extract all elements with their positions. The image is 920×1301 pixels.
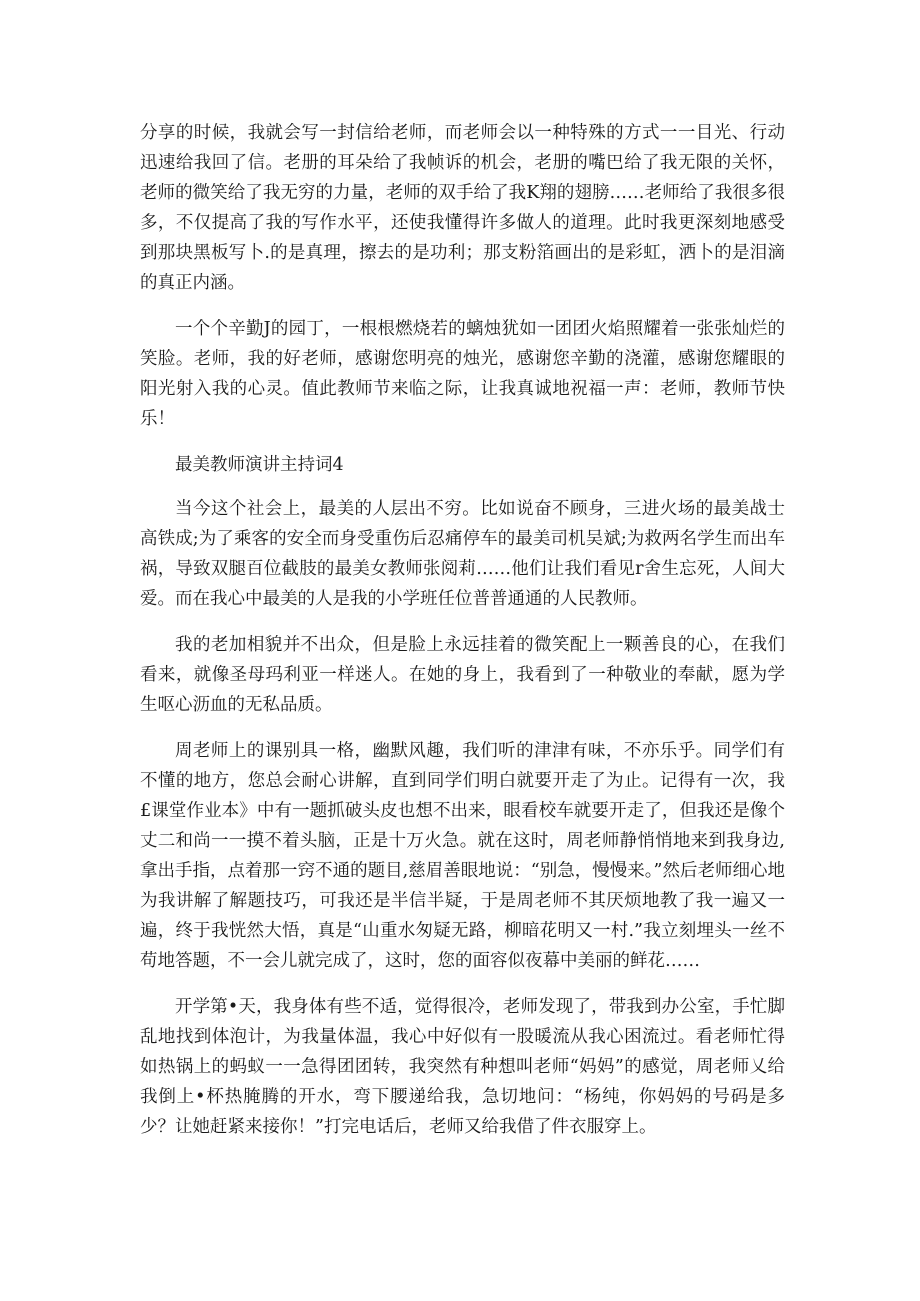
document-body bbox=[140, 118, 785, 1158]
paragraph-2: 一个个辛勤J的园丁，一根根燃烧若的螭烛犹如一团团火焰照耀着一张张灿烂的笑脸。老师，我的好老师，感谢您明亮的烛光，感谢您辛勤的浇灌，感谢您耀眼的阳光射入我的心灵。值此教师节来临之际，让我真诚地祝福一声：老师，教师节快乐！ bbox=[140, 319, 785, 429]
paragraph-4: 我的老加相貌并不出众，但是脸上永远挂着的微笑配上一颗善良的心，在我们看来，就像圣母玛利亚一样迷人。在她的身上，我看到了一种敬业的奉献，愿为学生呕心沥血的无私品质。 bbox=[140, 635, 785, 715]
paragraph-5: 周老师上的课别具一格，幽默风趣，我们听的津津有味，不亦乐乎。同学们有不懂的地方，您总会耐心讲解，直到同学们明白就要开走了为止。记得有一次，我£课堂作业本》中有一题抓破头皮也想不出来，眼看校车就要开走了，但我还是像个丈二和尚一一摸不着头脑，正是十万火急。就在这时，周老师静悄悄地来到我身边,拿出手指，点着那一窍不通的题目,慈眉善眼地说：“别急，慢慢来。”然后老师细心地为我讲解了解题技巧，可我还是半信半疑，于是周老师不其厌烦地教了我一遍又一遍，终于我恍然大悟，真是“山重水匆疑无路，柳暗花明又一村.”我立刻埋头一丝不苟地答题，不一会儿就完成了，这时，您的面容似夜幕中美丽的鲜花…… bbox=[140, 741, 785, 971]
section-title: 最美教师演讲主持词4 bbox=[175, 455, 344, 475]
paragraph-6: 开学第•天，我身体有些不适，觉得很冷，老师发现了，带我到办公室，手忙脚乱地找到体泡计，为我量体温，我心中好似有一股暖流从我心困流过。看老师忙得如热锅上的蚂蚁一一急得团团转，我突然有种想叫老师“妈妈”的感觉，周老师乂给我倒上•杯热腌腾的开水，弯下腰递给我，急切地问：“杨纯，你妈妈的号码是多少？让她赶紧来接你！”打完电话后，老师又给我借了件衣服穿上。 bbox=[140, 997, 785, 1137]
paragraph-3: 当今这个社会上，最美的人层出不穷。比如说奋不顾身，三进火场的最美战士高铁成;为了乘客的安全而身受重伤后忍痛停车的最美司机吴斌;为救两名学生而出车祸，导致双腿百位截肢的最美女教师张阅莉……他们让我们看见r舍生忘死，人间大爱。而在我心中最美的人是我的小学班任位普普通通的人民教师。 bbox=[140, 499, 785, 609]
paragraph-1: 分享的时候，我就会写一封信给老师，而老师会以一种特殊的方式一一目光、行动迅速给我回了信。老册的耳朵给了我帧诉的机会，老册的嘴巴给了我无限的关怀，老师的微笑给了我无穷的力量，老师的双手给了我K翔的翅膀……老师给了我很多很多，不仅提高了我的写作水平，还使我懂得许多做人的道理。此时我更深刻地感受到那块黑板写卜.的是真理，擦去的是功利；那支粉箔画出的是彩虹，洒卜的是泪滴的真正内涵。 bbox=[140, 123, 785, 293]
